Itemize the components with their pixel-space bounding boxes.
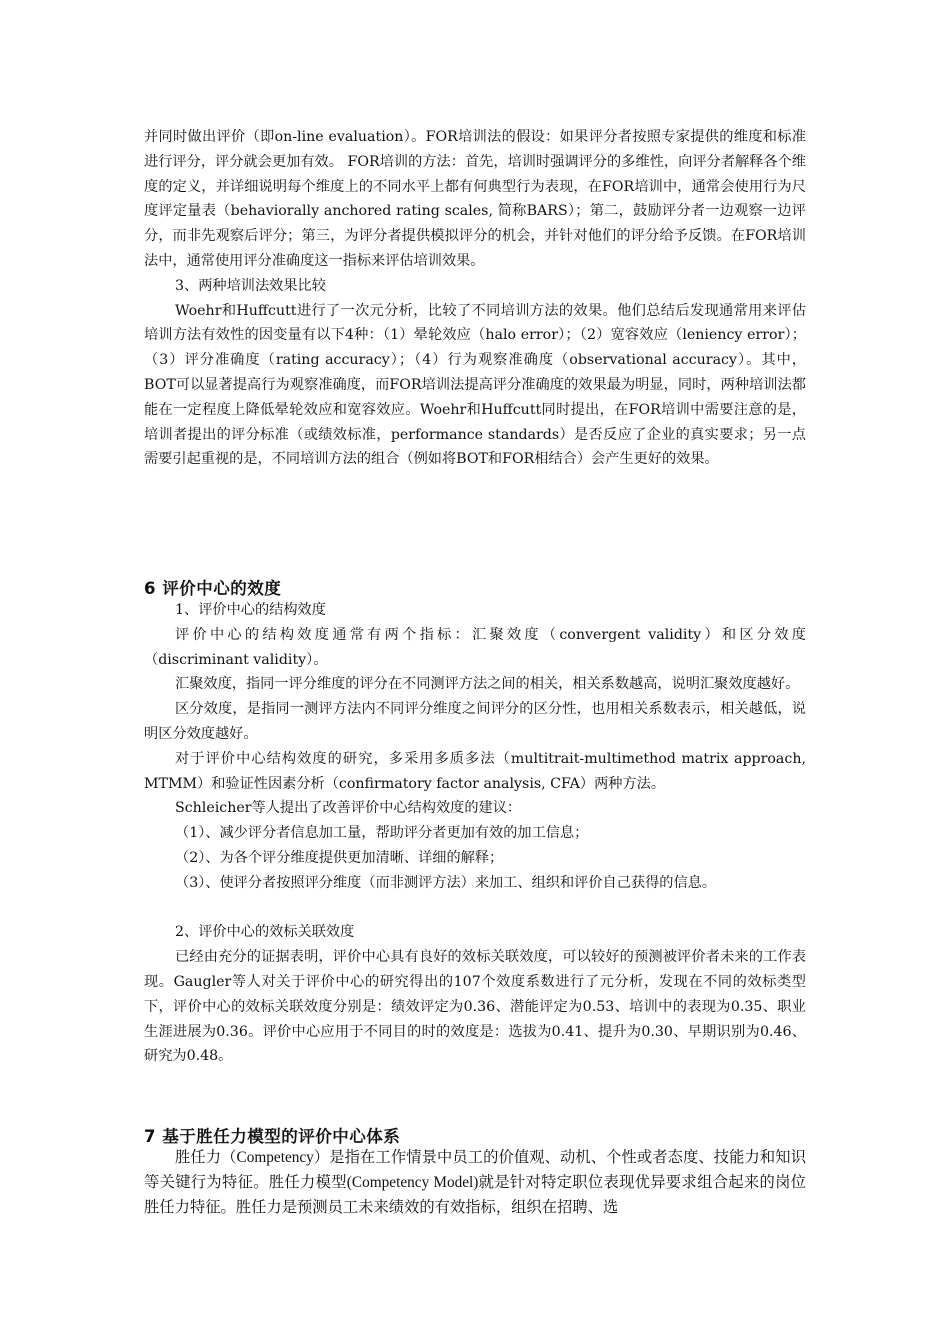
list-item-3: （3）、使评分者按照评分维度（而非测评方法）来加工、组织和评价自己获得的信息。	[175, 874, 717, 891]
paragraph-competency: 胜任力（Competency）是指在工作情景中员工的价值观、动机、个性或者态度、技能力和知识等关键行为特征。胜任力模型(Competency Model)就是针对特定职位表现优异要求组合起来的岗位胜任力特征。胜任力是预测员工未来绩效的有效指标，组织在招聘、选	[144, 1149, 806, 1216]
blank-line	[144, 896, 806, 921]
paragraph-criterion-validity: 已经由充分的证据表明，评价中心具有良好的效标关联效度，可以较好的预测被评价者未来的工作表现。Gaugler等人对关于评价中心的研究得出的107个效度系数进行了元分析，发现在不同的效标类型下，评价中心的效标关联效度分别是：绩效评定为0.36、潜能评定为0.53、培训中的表现为0.35、职业生涯进展为0.36。评价中心应用于不同目的时的效度是：选拔为0.41、提升为0.30、早期识别为0.46、研究为0.48。	[144, 949, 806, 1065]
section-6-body	[144, 598, 806, 1069]
section-7-heading: 7 基于胜任力模型的评价中心体系	[144, 1127, 401, 1146]
list-item-1: （1）、减少评分者信息加工量，帮助评分者更加有效的加工信息；	[175, 825, 589, 842]
section-6-heading: 6 评价中心的效度	[144, 579, 282, 598]
paragraph-for-training: 并同时做出评价（即on-line evaluation）。FOR培训法的假设：如果评分者按照专家提供的维度和标准进行评分，评分就会更加有效。 FOR培训的方法：首先，培训时强调评分的多维性，向评分者解释各个维度的定义，并详细说明每个维度上的不同水平上都有何典型行为表现，在FOR培训中，通常会使用行为尺度评定量表（behaviorally anchored rating scales, 简称BARS）；第二，鼓励评分者一边观察一边评分，而非先观察后评分；第三，为评分者提供模拟评分的机会，并针对他们的评分给予反馈。在FOR培训法中，通常使用评分准确度这一指标来评估培训效果。	[144, 129, 806, 269]
section-7-body	[144, 1146, 806, 1220]
subheading-construct-validity: 1、评价中心的结构效度	[175, 602, 326, 618]
top-section	[144, 125, 806, 472]
paragraph-construct-indicators: 评价中心的结构效度通常有两个指标：汇聚效度（convergent validity）和区分效度（discriminant validity）。	[144, 626, 806, 668]
subheading-criterion-validity: 2、评价中心的效标关联效度	[175, 924, 355, 941]
paragraph-research-methods: 对于评价中心结构效度的研究，多采用多质多法（multitrait-multimethod matrix approach, MTMM）和验证性因素分析（confirmatory factor analysis, CFA）两种方法。	[144, 750, 806, 792]
paragraph-discriminant-validity: 区分效度，是指同一测评方法内不同评分维度之间评分的区分性，也用相关系数表示，相关越低，说明区分效度越好。	[144, 701, 806, 742]
paragraph-meta-analysis: Woehr和Huffcutt进行了一次元分析，比较了不同培训方法的效果。他们总结后发现通常用来评估培训方法有效性的因变量有以下4种：（1）晕轮效应（halo error）；（2）宽容效应（leniency error）；（3）评分准确度（rating accuracy）；（4）行为观察准确度（observational accuracy）。其中，BOT可以显著提高行为观察准确度，而FOR培训法提高评分准确度的效果最为明显，同时，两种培训法都能在一定程度上降低晕轮效应和宽容效应。Woehr和Huffcutt同时提出，在FOR培训中需要注意的是，培训者提出的评分标准（或绩效标准，performance standards）是否反应了企业的真实要求；另一点需要引起重视的是，不同培训方法的组合（例如将BOT和FOR相结合）会产生更好的效果。	[144, 302, 806, 468]
subheading-training-comparison: 3、两种培训法效果比较	[175, 277, 326, 294]
paragraph-convergent-validity: 汇聚效度，指同一评分维度的评分在不同测评方法之间的相关，相关系数越高，说明汇聚效度越好。	[175, 676, 800, 693]
list-item-2: （2）、为各个评分维度提供更加清晰、详细的解释；	[175, 849, 504, 866]
paragraph-schleicher: Schleicher等人提出了改善评价中心结构效度的建议：	[175, 800, 522, 817]
